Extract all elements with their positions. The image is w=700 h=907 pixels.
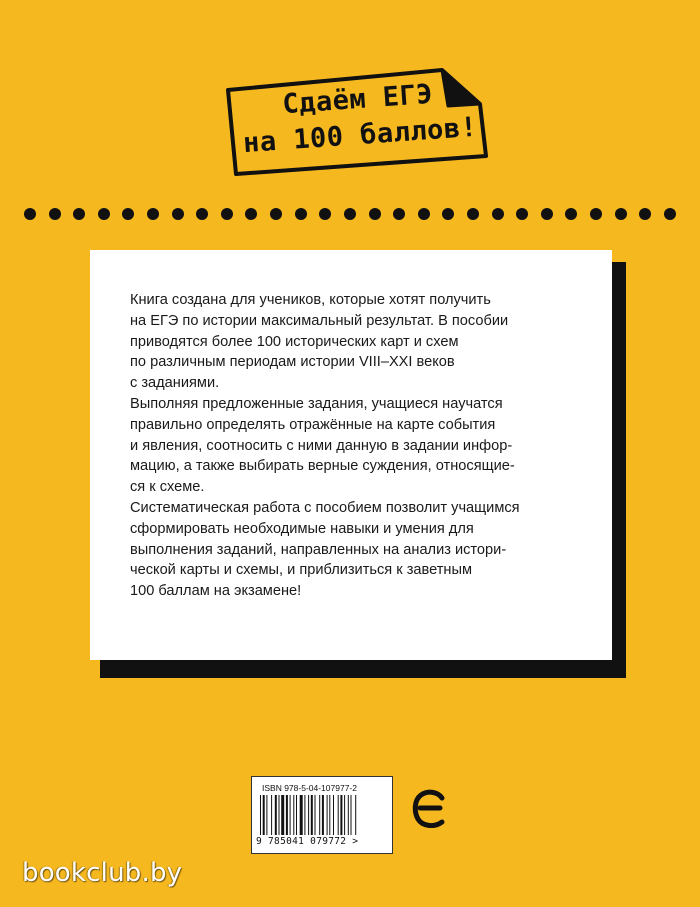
barcode-bar (355, 795, 356, 835)
description-line: сформировать необходимые навыки и умения для (130, 520, 474, 537)
divider-dot (245, 208, 257, 220)
description-line: выполнения заданий, направленных на анализ истори- (130, 541, 507, 558)
barcode-bar (338, 795, 339, 835)
divider-dot (98, 208, 110, 220)
barcode-bar (260, 795, 261, 835)
barcode-bar (263, 795, 265, 835)
description-line: 100 баллам на экзамене! (130, 583, 302, 600)
description-card (90, 250, 612, 660)
barcode-bar (351, 795, 352, 835)
divider-dot (122, 208, 134, 220)
barcode-bar (275, 795, 277, 835)
divider-dot (467, 208, 479, 220)
divider-dot (541, 208, 553, 220)
description-line: на ЕГЭ по истории максимальный результат. В пособии (130, 312, 509, 329)
description-line: мацию, а также выбирать верные суждения, относящие- (130, 458, 515, 475)
description-line: с заданиями. (130, 375, 220, 392)
barcode-bar (340, 795, 342, 835)
divider-dot (196, 208, 208, 220)
barcode-bar (279, 795, 280, 835)
divider-dot (639, 208, 651, 220)
divider-dot (590, 208, 602, 220)
site-watermark: bookclub.by (22, 858, 183, 888)
description-line: Систематическая работа с пособием позволит учащимся (130, 499, 520, 516)
divider-dot (172, 208, 184, 220)
divider-dot (344, 208, 356, 220)
barcode-bar (322, 795, 324, 835)
eksmo-e-logo-icon (412, 788, 448, 828)
description-line: Книга создана для учеников, которые хотят получить (130, 292, 491, 308)
divider-dot (418, 208, 430, 220)
barcode-bar (329, 795, 330, 835)
divider-dot (49, 208, 61, 220)
description-line: и явления, соотносить с ними данную в задании инфор- (130, 437, 513, 454)
description-line: правильно определять отражённые на карте события (130, 416, 496, 433)
description-line: ческой карты и схемы, и приблизиться к заветным (130, 562, 472, 579)
barcode-bar (348, 795, 349, 835)
barcode-bar (311, 795, 313, 835)
barcode-bars (260, 795, 384, 835)
barcode-bar (286, 795, 288, 835)
sticker-line-1: Сдаём ЕГЭ (281, 78, 435, 121)
barcode-bar (344, 795, 345, 835)
barcode-bar (327, 795, 328, 835)
title-sticker (222, 56, 492, 176)
barcode-bar (319, 795, 320, 835)
sticker-line-2: на 100 баллов! (242, 111, 479, 160)
divider-dot (295, 208, 307, 220)
barcode-bar (271, 795, 272, 835)
divider-dot (492, 208, 504, 220)
divider-dot (369, 208, 381, 220)
divider-dot (565, 208, 577, 220)
barcode-bar (290, 795, 291, 835)
barcode (251, 776, 393, 854)
barcode-digits: 9 785041 079772 > (256, 836, 359, 847)
barcode-bar (281, 795, 284, 835)
divider-dot (442, 208, 454, 220)
divider-dot (73, 208, 85, 220)
divider-dot (147, 208, 159, 220)
description-line: Выполняя предложенные задания, учащиеся научатся (130, 395, 503, 412)
barcode-bar (266, 795, 267, 835)
isbn-label: ISBN 978-5-04-107977-2 (262, 783, 357, 793)
barcode-bar (296, 795, 297, 835)
description-line: приводятся более 100 исторических карт и схем (130, 333, 459, 350)
divider-dot (221, 208, 233, 220)
divider-dot (615, 208, 627, 220)
divider-dot (664, 208, 676, 220)
barcode-bar (333, 795, 334, 835)
description-line: ся к схеме. (130, 479, 205, 496)
barcode-bar (315, 795, 316, 835)
divider-dot (319, 208, 331, 220)
divider-dot (516, 208, 528, 220)
description-text (130, 290, 590, 602)
barcode-bar (304, 795, 305, 835)
barcode-bar (300, 795, 303, 835)
barcode-bar (308, 795, 309, 835)
divider-dot (270, 208, 282, 220)
description-line: по различным периодам истории VIII–XXI веков (130, 354, 455, 371)
barcode-bar (293, 795, 294, 835)
dotted-divider (24, 206, 676, 222)
divider-dot (393, 208, 405, 220)
divider-dot (24, 208, 36, 220)
